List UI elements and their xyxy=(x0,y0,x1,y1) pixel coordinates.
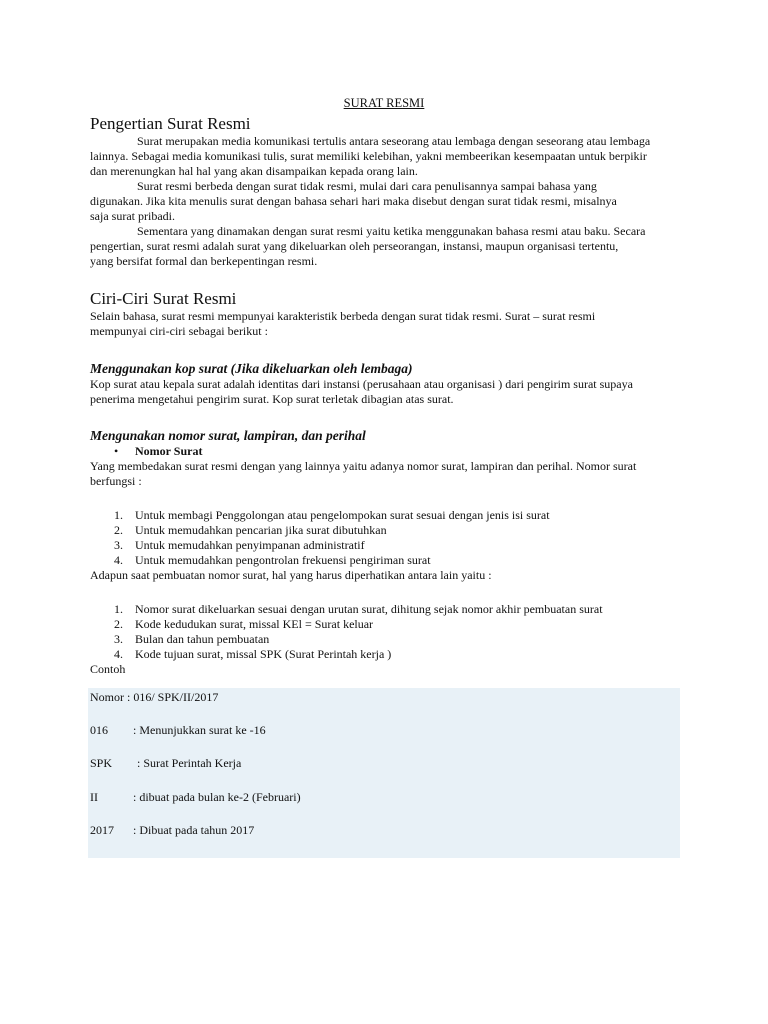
paragraph-line: digunakan. Jika kita menulis surat dengan bahasa sehari hari maka disebut dengan surat tidak resmi, misalnya xyxy=(90,194,617,208)
list-text: Kode tujuan surat, missal SPK (Surat Perintah kerja ) xyxy=(135,647,392,661)
list-item xyxy=(90,523,678,538)
list-text: Untuk memudahkan penyimpanan administratif xyxy=(135,538,365,552)
bullet-icon: • xyxy=(114,444,119,458)
example-code: 016 xyxy=(90,723,108,737)
list-item xyxy=(90,538,678,553)
list-item xyxy=(90,602,678,617)
list-number: 2. xyxy=(114,523,123,537)
list-text: Bulan dan tahun pembuatan xyxy=(135,632,270,646)
list-number: 4. xyxy=(114,647,123,661)
list-number: 2. xyxy=(114,617,123,631)
list-number: 1. xyxy=(114,602,123,616)
fungsi-list xyxy=(90,508,678,568)
paragraph-line: Yang membedakan surat resmi dengan yang lainnya yaitu adanya nomor surat, lampiran dan perihal. Nomor surat xyxy=(90,459,637,473)
list-item xyxy=(90,508,678,523)
list-number: 1. xyxy=(114,508,123,522)
example-desc: : Dibuat pada tahun 2017 xyxy=(133,823,255,837)
example-row xyxy=(90,756,242,771)
example-desc: : Menunjukkan surat ke -16 xyxy=(133,723,266,737)
example-code: 2017 xyxy=(90,823,114,837)
example-nomor: Nomor : 016/ SPK/II/2017 xyxy=(90,690,219,704)
list-number: 3. xyxy=(114,538,123,552)
bullet-item-nomor-surat xyxy=(90,444,678,459)
paragraph-line: Surat merupakan media komunikasi tertulis antara seseorang atau lembaga dengan seseorang atau lembaga xyxy=(137,134,651,148)
paragraph-line: saja surat pribadi. xyxy=(90,209,175,223)
contoh-label: Contoh xyxy=(90,662,126,676)
section-heading-pengertian: Pengertian Surat Resmi xyxy=(90,114,251,133)
example-desc: : dibuat pada bulan ke-2 (Februari) xyxy=(133,790,301,804)
list-text: Kode kedudukan surat, missal KEl = Surat keluar xyxy=(135,617,374,631)
example-row xyxy=(90,790,301,805)
list-text: Untuk membagi Penggolongan atau pengelompokan surat sesuai dengan jenis isi surat xyxy=(135,508,550,522)
paragraph-line: mempunyai ciri-ciri sebagai berikut : xyxy=(90,324,268,338)
paragraph-line: pengertian, surat resmi adalah surat yang dikeluarkan oleh perseorangan, instansi, maupun organisasi tertentu, xyxy=(90,239,619,253)
list-item xyxy=(90,553,678,568)
list-text: Untuk memudahkan pencarian jika surat dibutuhkan xyxy=(135,523,387,537)
section-heading-ciri-ciri: Ciri-Ciri Surat Resmi xyxy=(90,289,237,308)
list-item xyxy=(90,617,678,632)
paragraph-line: Selain bahasa, surat resmi mempunyai karakteristik berbeda dengan surat tidak resmi. Surat – surat resmi xyxy=(90,309,596,323)
ciri-ciri-paragraph xyxy=(90,309,678,339)
list-number: 4. xyxy=(114,553,123,567)
paragraph-line: dan merenungkan hal hal yang akan disampaikan kepada orang lain. xyxy=(90,164,418,178)
example-code: SPK xyxy=(90,756,113,770)
subheading-kop-surat: Menggunakan kop surat (Jika dikeluarkan oleh lembaga) xyxy=(90,361,413,376)
bullet-label: Nomor Surat xyxy=(135,444,203,458)
ketentuan-list xyxy=(90,602,678,662)
example-code: II xyxy=(90,790,98,804)
paragraph-3 xyxy=(90,224,678,269)
paragraph-1 xyxy=(90,134,678,179)
example-desc: : Surat Perintah Kerja xyxy=(137,756,242,770)
list-text: Nomor surat dikeluarkan sesuai dengan urutan surat, dihitung sejak nomor akhir pembuatan surat xyxy=(135,602,603,616)
paragraph-line: penerima mengetahui pengirim surat. Kop surat terletak dibagian atas surat. xyxy=(90,392,454,406)
list-item xyxy=(90,647,678,662)
paragraph-2 xyxy=(90,179,678,224)
paragraph-line: Kop surat atau kepala surat adalah identitas dari instansi (perusahaan atau organisasi ) dari pengirim surat supaya xyxy=(90,377,633,391)
nomor-surat-intro xyxy=(90,459,678,489)
pembuatan-intro: Adapun saat pembuatan nomor surat, hal yang harus diperhatikan antara lain yaitu : xyxy=(90,568,492,582)
paragraph-line: berfungsi : xyxy=(90,474,142,488)
document-title: SURAT RESMI xyxy=(343,96,425,110)
list-text: Untuk memudahkan pengontrolan frekuensi pengiriman surat xyxy=(135,553,431,567)
example-box xyxy=(88,688,680,858)
list-number: 3. xyxy=(114,632,123,646)
paragraph-line: yang bersifat formal dan berkepentingan resmi. xyxy=(90,254,318,268)
kop-surat-paragraph xyxy=(90,377,678,407)
paragraph-line: Sementara yang dinamakan dengan surat resmi yaitu ketika menggunakan bahasa resmi atau baku. Secara xyxy=(137,224,646,238)
list-item xyxy=(90,632,678,647)
paragraph-line: lainnya. Sebagai media komunikasi tulis, surat memiliki kelebihan, yakni membeerikan kesempaatan untuk berpikir xyxy=(90,149,647,163)
subheading-nomor-surat: Mengunakan nomor surat, lampiran, dan perihal xyxy=(90,428,366,443)
document-content xyxy=(90,96,678,677)
example-row xyxy=(90,823,255,838)
example-row xyxy=(90,723,266,738)
paragraph-line: Surat resmi berbeda dengan surat tidak resmi, mulai dari cara penulisannya sampai bahasa yang xyxy=(137,179,597,193)
